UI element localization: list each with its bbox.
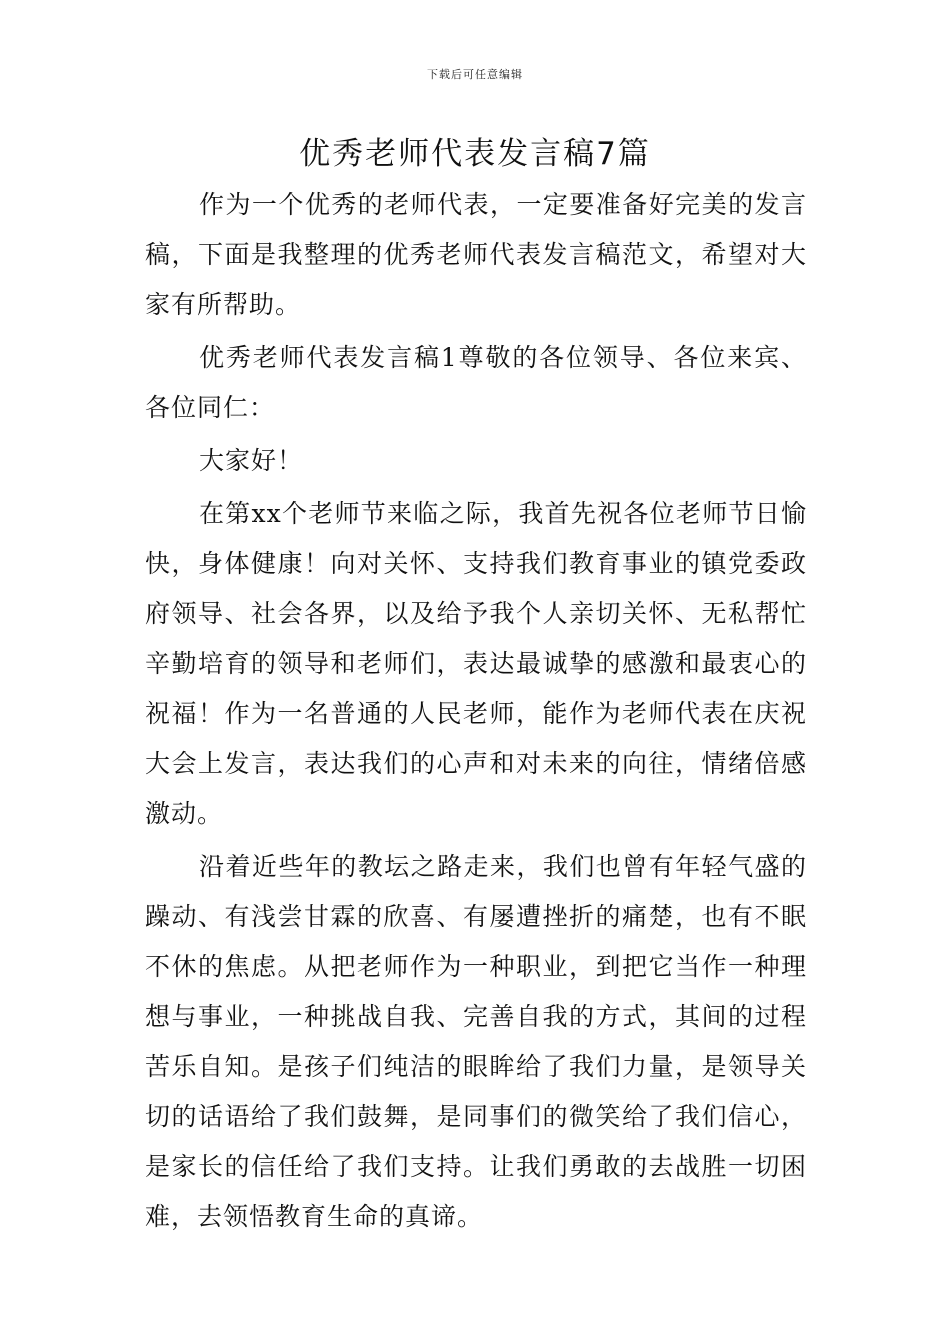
paragraph-body-1: 在第xx个老师节来临之际，我首先祝各位老师节日愉快，身体健康！向对关怀、支持我们教育事业的镇党委政府领导、社会各界，以及给予我个人亲切关怀、无私帮忙辛勤培育的领导和老师们，表达最诚挚的感激和最衷心的祝福！作为一名普通的人民老师，能作为老师代表在庆祝大会上发言，表达我们的心声和对未来的向往，情绪倍感激动。 xyxy=(145,499,807,828)
document-title: 优秀老师代表发言稿7篇 xyxy=(299,136,651,172)
document-body xyxy=(145,180,807,1242)
paragraph-salutation: 优秀老师代表发言稿1尊敬的各位领导、各位来宾、各位同仁： xyxy=(145,343,807,422)
paragraph-body-2: 沿着近些年的教坛之路走来，我们也曾有年轻气盛的躁动、有浅尝甘霖的欣喜、有屡遭挫折的痛楚，也有不眠不休的焦虑。从把老师作为一种职业，到把它当作一种理想与事业，一种挑战自我、完善自我的方式，其间的过程苦乐自知。是孩子们纯洁的眼眸给了我们力量，是领导关切的话语给了我们鼓舞，是同事们的微笑给了我们信心，是家长的信任给了我们支持。让我们勇敢的去战胜一切困难，去领悟教育生命的真谛。 xyxy=(145,852,807,1231)
header-note: 下载后可任意编辑 xyxy=(427,68,523,81)
paragraph-greeting: 大家好！ xyxy=(199,446,304,475)
paragraph-intro: 作为一个优秀的老师代表，一定要准备好完美的发言稿，下面是我整理的优秀老师代表发言稿范文，希望对大家有所帮助。 xyxy=(145,190,807,319)
